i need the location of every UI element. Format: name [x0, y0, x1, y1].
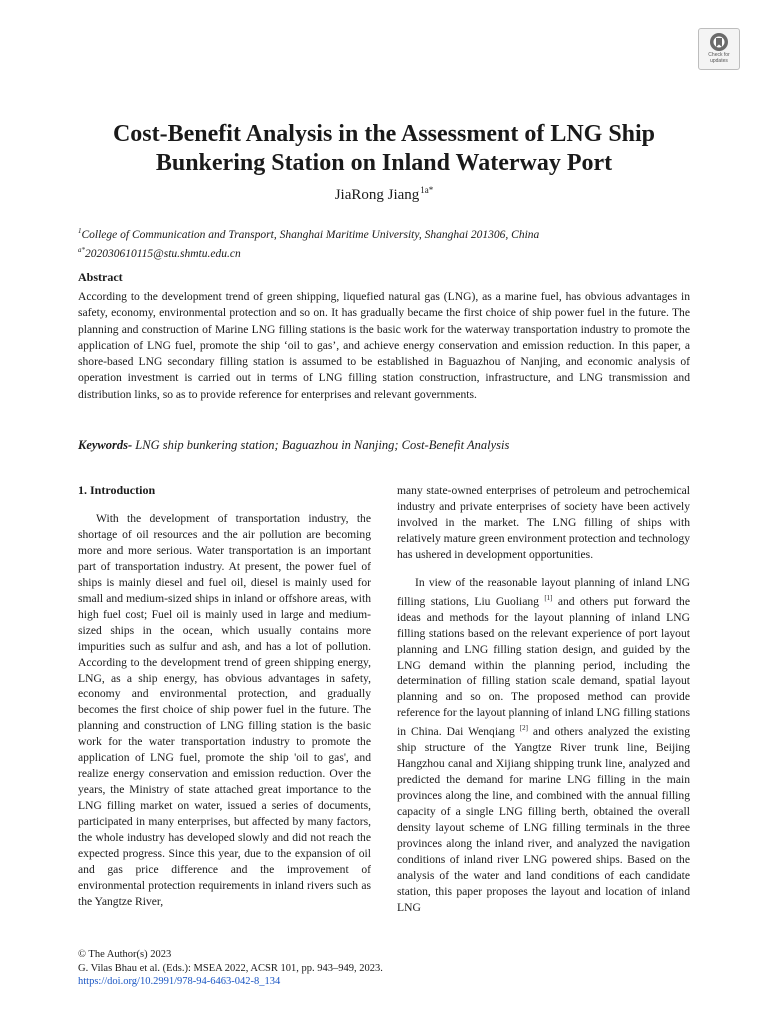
abstract-heading: Abstract	[78, 270, 123, 284]
title-line-1: Cost-Benefit Analysis in the Assessment of LNG Ship	[112, 121, 656, 147]
paragraph: With the development of transportation industry, the shortage of oil resources and the air pollution are becoming more and more serious. Water transportation is an important part of transportation industry. At present, the power fuel of ships is mainly diesel and fuel oil, diesel is mainly used for small and medium-sized ships in inland or offshore areas, with high fuel cost; Fuel oil is mainly used in large and medium-sized ships in the ocean, which usually contains more impurities such as sulfur and ash, and has a lot of pollution. According to the development trend of green shipping energy, LNG, as a ship energy, has obvious advantages in safety, economy and environmental protection, and gradually becomes the first choice of ship power fuel in the future. The planning and construction of LNG filling station is the basic work for the water transportation industry to promote the application of LNG fuel, promote the ship 'oil to gas', and realize energy conservation and emission reduction. Over the years, the Ministry of state attached great importance to the LNG filling market on water, issued a series of documents, participated in many enterprises, but affected by many factors, the whole industry has developed slowly and did not reach the expected progress. Since this year, due to the expansion of oil and gas price difference and the improvement of environmental protection requirements in inland rivers such as the Yangtze River,	[78, 512, 371, 908]
citation-ref-2[interactable]: [2]	[519, 724, 528, 733]
check-for-updates-badge[interactable]	[698, 28, 740, 70]
footer	[78, 948, 690, 989]
right-column	[397, 483, 690, 916]
email-line: $^{a*}$202030610115@stu.shmtu.edu.cn	[78, 245, 241, 260]
author-superscript: 1a*	[420, 185, 434, 195]
copyright-line: © The Author(s) 2023	[78, 949, 172, 960]
citation-line: G. Vilas Bhau et al. (Eds.): MSEA 2022, ACSR 101, pp. 943–949, 2023.	[78, 962, 383, 974]
doi-link[interactable]: https://doi.org/10.2991/978-94-6463-042-8_134	[78, 976, 281, 987]
left-column	[78, 511, 371, 910]
section-heading: 1. Introduction	[78, 483, 156, 497]
author-line	[60, 181, 708, 204]
affiliation-block	[78, 224, 690, 262]
abstract-text: According to the development trend of green shipping, liquefied natural gas (LNG), as a marine fuel, has obvious advantages in safety, economy, environmental protection and so on. It has gradually became the first choice of ship power fuel in the future. The planning and construction of Marine LNG filling stations is the basic work for the waterway transportation industry to promote the application of LNG fuel, promote the ship ‘oil to gas’, and achieve energy conservation and emission reduction. In this paper, a shore-based LNG secondary filling station is assumed to be established in Baguazhou of Nanjing, and economic analysis of operation investment is carried out in terms of LNG filling station construction, infrastructure, and LNG transmission and distribution links, so as to provide reference for enterprises and relevant governments.	[78, 290, 690, 401]
paper-title	[60, 120, 708, 178]
keywords-line	[78, 437, 690, 453]
author-email[interactable]: 202030610115@stu.shmtu.edu.cn	[85, 247, 241, 260]
badge-label: Check for updates	[708, 52, 730, 64]
keywords-text: LNG ship bunkering station; Baguazhou in Nanjing; Cost-Benefit Analysis	[132, 438, 510, 452]
paragraph: many state-owned enterprises of petroleum and petrochemical industry and private enterprises of society have been actively involved in the market. The LNG filling of ships with relatively mature green environment protection and technology has ushered in development opportunities.	[397, 484, 690, 561]
author-name: JiaRong Jiang	[334, 187, 420, 203]
keywords-label: Keywords-	[78, 438, 133, 452]
affiliation-line: $^1$College of Communication and Transport, Shanghai Maritime University, Shanghai 201306, China	[78, 227, 540, 241]
citation-ref-1[interactable]: [1]	[544, 593, 553, 602]
paragraph: In view of the reasonable layout planning of inland LNG filling stations, Liu Guoliang [1] and others put forward the ideas and methods for the layout planning of inland LNG filling stations based on the relevant experience of port layout planning and LNG filling station design, and guided by the LNG demand within the planning period, including the determination of filling station scale demand, spatial layout planning and so on. The proposed method can provide reference for the layout planning of inland LNG filling stations in China. Dai Wenqiang [2] and others analyzed the existing ship structure of the Yangtze River trunk line, Beijing Hangzhou canal and Xijiang shipping trunk line, analyzed and predicted the demand for marine LNG filling in the main provinces along the line, and combined with the annual filling capacity of a single LNG filling berth, obtained the overall density layout scheme of LNG filling terminals in the three provinces along the inland river, and analyzed the navigation conditions of inland river LNG powered ships. Based on the analysis of the water and land conditions of each candidate station, this paper proposes the layout and location of inland LNG	[397, 575, 690, 914]
bookmark-icon	[699, 32, 739, 52]
title-line-2: Bunkering Station on Inland Waterway Port	[155, 150, 613, 176]
